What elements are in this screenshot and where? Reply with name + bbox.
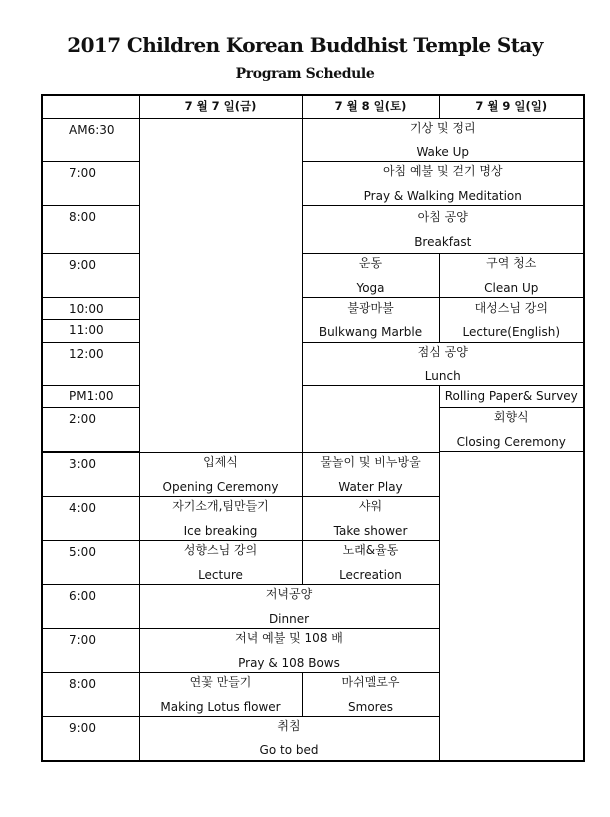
event-water-play — [302, 453, 439, 497]
event-wake-up — [302, 119, 584, 162]
event-en: Making Lotus flower — [160, 699, 281, 714]
event-evening-prayer — [139, 629, 439, 673]
time-0700: 7:00 — [42, 162, 139, 206]
event-lotus — [139, 673, 302, 717]
header-day2: 7 월 8 일(토) — [302, 95, 439, 119]
time-1100: 11:00 — [42, 320, 139, 343]
event-en: Opening Ceremony — [162, 479, 279, 494]
event-breakfast — [302, 206, 584, 254]
event-shower — [302, 497, 439, 541]
event-en: Take shower — [333, 523, 408, 538]
header-day3: 7 월 9 일(일) — [439, 95, 584, 119]
time-0630: AM6:30 — [42, 119, 139, 162]
time-1200: 12:00 — [42, 343, 139, 386]
day2-empty-afternoon — [302, 386, 439, 453]
day3-empty-evening — [439, 452, 584, 761]
event-ko: 취침 — [277, 718, 301, 733]
header-blank — [42, 95, 139, 119]
header-day1: 7 월 7 일(금) — [139, 95, 302, 119]
day1-empty-morning — [139, 119, 302, 453]
event-ko: 아침 예불 및 걷기 명상 — [382, 164, 503, 179]
document-title: 2017 Children Korean Buddhist Temple Stay — [67, 33, 543, 57]
event-ko: 물놀이 및 비누방울 — [320, 455, 421, 470]
event-ko: 연꽃 만들기 — [189, 675, 252, 690]
event-en: Dinner — [268, 611, 310, 626]
event-ko: 운동 — [358, 256, 383, 271]
schedule-table — [41, 94, 585, 762]
time-2000: 8:00 — [42, 673, 139, 717]
event-en: Rolling Paper& Survey — [444, 389, 578, 404]
event-yoga — [302, 254, 439, 298]
event-recreation — [302, 541, 439, 585]
event-ko: 입제식 — [203, 455, 238, 470]
event-ko: 저녁공양 — [265, 587, 313, 602]
event-en: Go to bed — [259, 743, 319, 758]
event-en: Lecture — [198, 567, 243, 582]
event-ko: 기상 및 정리 — [409, 120, 476, 135]
event-en: Lecreation — [339, 567, 402, 582]
document-subtitle: Program Schedule — [235, 66, 375, 82]
event-clean-up — [439, 254, 584, 298]
time-2100: 9:00 — [42, 717, 139, 761]
event-lecture-english — [439, 298, 584, 343]
event-en: Breakfast — [414, 234, 472, 249]
event-en: Closing Ceremony — [456, 434, 566, 449]
event-en: Clean Up — [484, 280, 539, 295]
time-1300: PM1:00 — [42, 386, 139, 408]
time-1700: 5:00 — [42, 541, 139, 585]
event-bulkwang — [302, 298, 439, 343]
event-en: Pray & Walking Meditation — [363, 188, 522, 203]
time-1800: 6:00 — [42, 585, 139, 629]
event-ko: 불광마불 — [347, 300, 394, 315]
event-ko: 자기소개,팀만들기 — [172, 499, 269, 514]
event-ko: 샤워 — [358, 499, 383, 514]
event-en: Pray & 108 Bows — [238, 655, 340, 670]
event-en: Ice breaking — [183, 523, 258, 538]
event-en: Water Play — [338, 479, 403, 494]
time-0800: 8:00 — [42, 206, 139, 254]
time-1400: 2:00 — [42, 408, 139, 452]
event-ko: 성향스님 강의 — [183, 543, 258, 558]
event-rolling-paper — [439, 386, 584, 408]
event-en: Yoga — [356, 280, 385, 295]
event-ko: 구역 청소 — [486, 256, 537, 271]
time-1500: 3:00 — [42, 453, 139, 497]
time-0900: 9:00 — [42, 254, 139, 298]
event-en: Lunch — [424, 369, 461, 383]
time-1000: 10:00 — [42, 298, 139, 320]
event-bed — [139, 717, 439, 761]
event-lecture — [139, 541, 302, 585]
time-1600: 4:00 — [42, 497, 139, 541]
event-ko: 점심 공양 — [417, 344, 468, 359]
event-ko: 회향식 — [493, 410, 529, 425]
event-en: Wake Up — [416, 145, 470, 159]
event-en: Lecture(English) — [462, 325, 560, 339]
event-ko: 마쉬멜로우 — [341, 675, 400, 690]
event-ko: 아침 공양 — [417, 210, 468, 225]
event-morning-prayer — [302, 162, 584, 206]
event-en: Smores — [348, 699, 393, 714]
event-opening — [139, 453, 302, 497]
event-dinner — [139, 585, 439, 629]
event-lunch — [302, 343, 584, 386]
event-ko: 저녁 예불 및 108 배 — [235, 631, 343, 646]
event-closing — [439, 408, 584, 452]
time-1900: 7:00 — [42, 629, 139, 673]
event-smores — [302, 673, 439, 717]
event-en: Bulkwang Marble — [318, 325, 423, 339]
event-ko: 대성스님 강의 — [474, 300, 548, 315]
event-ice-breaking — [139, 497, 302, 541]
event-ko: 노래&율동 — [342, 543, 399, 558]
